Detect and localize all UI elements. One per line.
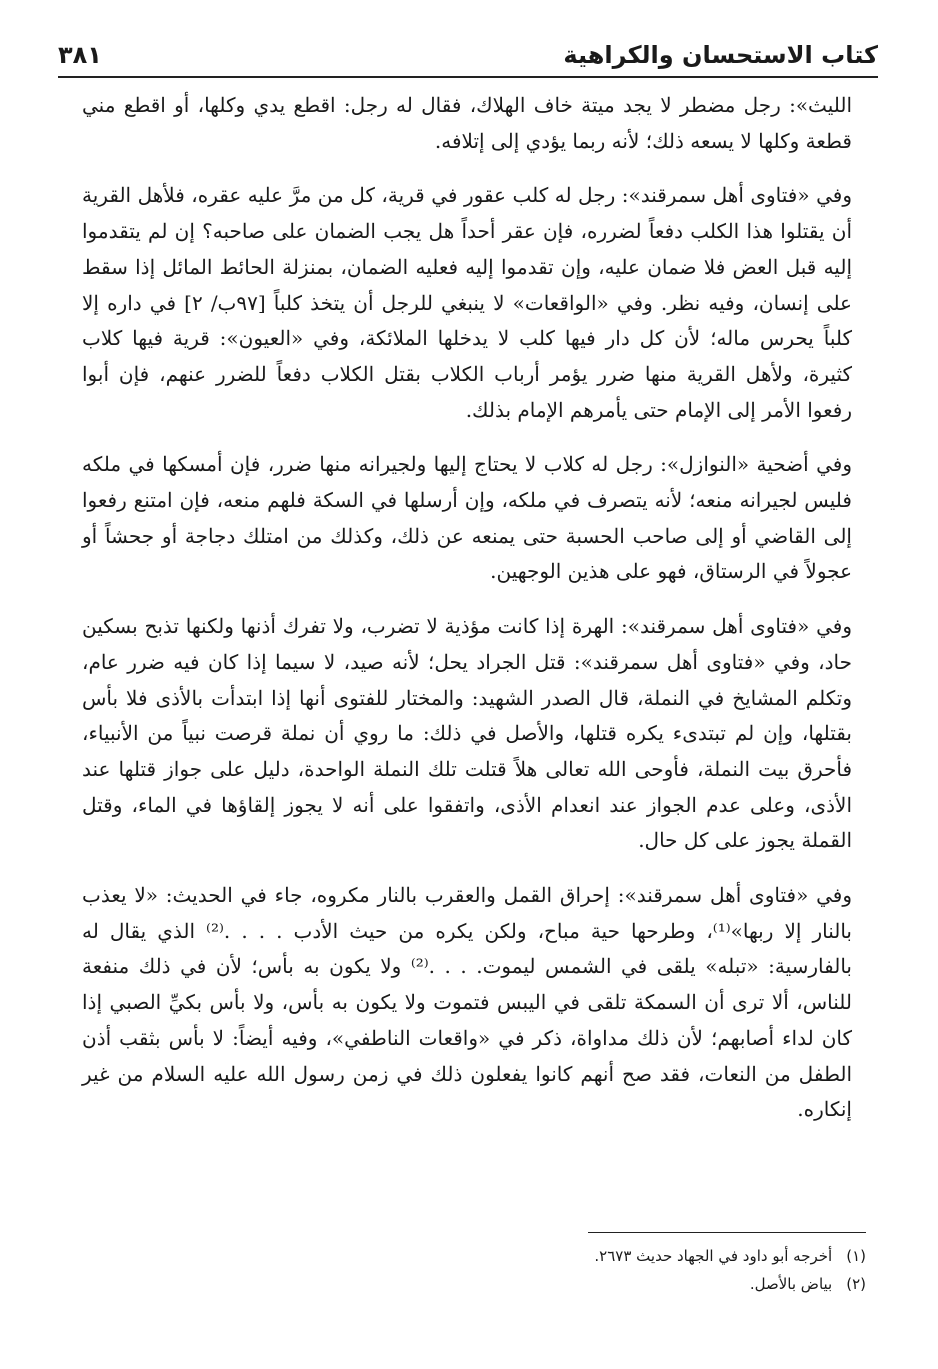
footnote-number: (١) xyxy=(846,1247,866,1265)
footnote-rule xyxy=(588,1232,866,1233)
main-text xyxy=(82,88,852,1128)
paragraph: الليث»: رجل مضطر لا يجد ميتة خاف الهلاك، فقال له رجل: اقطع يدي وكلها، أو اقطع مني قطعة وكلها لا يسعه ذلك؛ لأنه ربما يؤدي إلى إتلافه. xyxy=(82,93,852,153)
footnote-text: أخرجه أبو داود في الجهاد حديث ٢٦٧٣. xyxy=(594,1247,833,1265)
footnotes xyxy=(300,1242,866,1298)
paragraph: وفي أضحية «النوازل»: رجل له كلاب لا يحتاج إليها ولجيرانه منها ضرر، فإن أمسكها في ملكه فليس لجيرانه منعه؛ لأنه يتصرف في ملكه، وإن أرسلها في السكة فلهم منعه، فإن امتنع رفعوا إلى القاضي أو إلى صاحب الحسبة حتى يمنعه عن ذلك، وكذلك من امتلك دجاجة أو جحشاً أو عجولاً في الرستاق، فهو على هذين الوجهين. xyxy=(82,452,852,584)
footnote xyxy=(300,1270,866,1298)
footnote xyxy=(300,1242,866,1270)
running-title: كتاب الاستحسان والكراهية xyxy=(563,41,878,69)
footnote-text: بياض بالأصل. xyxy=(749,1275,833,1293)
header-rule xyxy=(58,76,878,78)
page-number: ٣٨١ xyxy=(58,41,102,69)
footnote-number: (٢) xyxy=(846,1275,866,1293)
paragraph: وفي «فتاوى أهل سمرقند»: الهرة إذا كانت مؤذية لا تضرب، ولا تفرك أذنها ولكنها تذبح بسكين حاد، وفي «فتاوى أهل سمرقند»: قتل الجراد يحل؛ لأنه صيد، لا سيما إذا كان فيه ضرر عام، وتكلم المشايخ في النملة، قال الصدر الشهيد: والمختار للفتوى أنها إذا ابتدأت بالأذى فلا بأس بقتلها، وإن لم تبتدىء يكره قتلها، والأصل في ذلك: ما روي أن نملة قرصت نبياً من الأنبياء، فأحرق بيت النملة، فأوحى الله تعالى هلاً قتلت تلك النملة الواحدة، دليل على جواز قتلها عند الأذى، وعلى عدم الجواز عند انعدام الأذى، واتفقوا على أنه لا يجوز إلقاؤها في الماء، وقتل القملة يجوز على كل حال. xyxy=(82,614,852,853)
page-header xyxy=(58,30,878,70)
paragraph: وفي «فتاوى أهل سمرقند»: رجل له كلب عقور في قرية، كل من مرَّ عليه عقره، فلأهل القرية أن يقتلوا هذا الكلب دفعاً لضرره، فإن عقر أحداً هل يجب الضمان على صاحبه؟ إن لم يتقدموا إليه قبل العض فلا ضمان عليه، وإن تقدموا إليه فعليه الضمان، بمنزلة الحائط المائل إذا سقط على إنسان، وفيه نظر. وفي «الواقعات» لا ينبغي للرجل أن يتخذ كلباً [٩٧ب/ ٢] في داره إلا كلباً يحرس ماله؛ لأن كل دار فيها كلب لا يدخلها الملائكة، وفي «العيون»: قرية فيها كلاب كثيرة، ولأهل القرية منها ضرر يؤمر أرباب الكلاب بقتل الكلاب دفعاً للضرر عنهم، فإن أبوا رفعوا الأمر إلى الإمام حتى يأمرهم الإمام بذلك. xyxy=(82,183,852,422)
paragraph: وفي «فتاوى أهل سمرقند»: إحراق القمل والعقرب بالنار مكروه، جاء في الحديث: «لا يعذب بالنار إلا ربها»⁽¹⁾، وطرحها حية مباح، ولكن يكره من حيث الأدب . . . .⁽²⁾ الذي يقال له بالفارسية: «تبله» يلقى في الشمس ليموت. . . .⁽²⁾ ولا يكون به بأس؛ لأن في ذلك منفعة للناس، ألا ترى أن السمكة تلقى في اليبس فتموت ولا يكون به بأس، ولا بأس بكيِّ الصبي إذا كان لداء أصابهم؛ لأن ذلك مداواة، ذكر في «واقعات الناطفي»، وفيه أيضاً: لا بأس بثقب أذن الطفل من النعات، فقد صح أنهم كانوا يفعلون ذلك في زمن رسول الله عليه السلام من غير إنكاره. xyxy=(82,883,853,1122)
